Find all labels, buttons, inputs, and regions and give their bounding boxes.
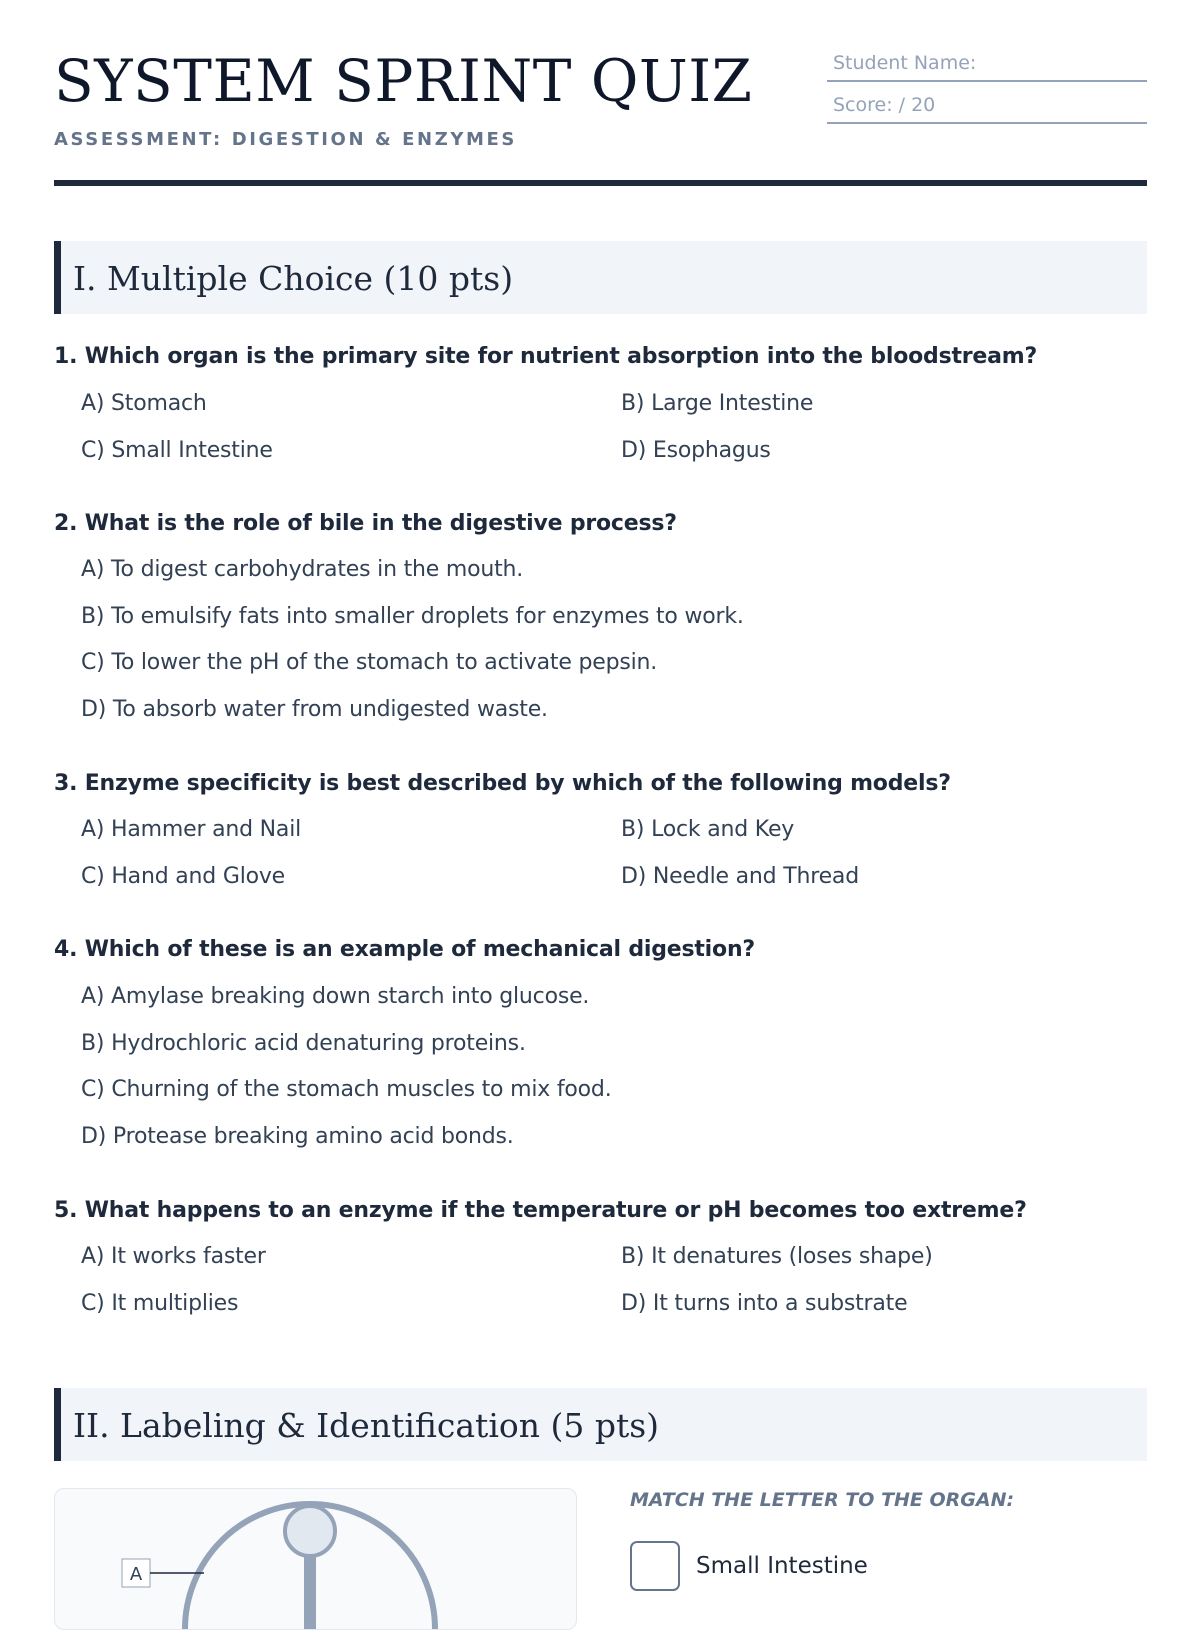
q2-option-d[interactable]: D) To absorb water from undigested waste.	[81, 697, 548, 722]
q5-option-b[interactable]: B) It denatures (loses shape)	[621, 1244, 933, 1269]
score-label: Score: / 20	[833, 94, 936, 116]
q5-option-c[interactable]: C) It multiplies	[81, 1291, 239, 1316]
q1-option-b[interactable]: B) Large Intestine	[621, 391, 814, 416]
quiz-page	[54, 0, 1147, 1585]
q3-option-d[interactable]: D) Needle and Thread	[621, 864, 859, 889]
organ-label-small-intestine: Small Intestine	[696, 1553, 868, 1579]
q3-option-a[interactable]: A) Hammer and Nail	[81, 817, 302, 842]
student-name-label: Student Name:	[833, 52, 977, 74]
q2-option-a[interactable]: A) To digest carbohydrates in the mouth.	[81, 557, 524, 582]
q2-option-c[interactable]: C) To lower the pH of the stomach to activate pepsin.	[81, 650, 658, 675]
question-5: 5. What happens to an enzyme if the temperature or pH becomes too extreme?	[54, 1198, 1027, 1223]
q1-option-c[interactable]: C) Small Intestine	[81, 438, 273, 463]
q4-option-a[interactable]: A) Amylase breaking down starch into glucose.	[81, 984, 590, 1009]
q5-option-d[interactable]: D) It turns into a substrate	[621, 1291, 908, 1316]
q2-option-b[interactable]: B) To emulsify fats into smaller droplets for enzymes to work.	[81, 604, 744, 629]
mouth-node	[285, 1506, 335, 1556]
q4-option-b[interactable]: B) Hydrochloric acid denaturing proteins.	[81, 1031, 526, 1056]
label-a: A	[129, 1564, 143, 1585]
question-3: 3. Enzyme specificity is best described by which of the following models?	[54, 771, 951, 796]
digestive-diagram	[54, 1488, 577, 1630]
q4-option-c[interactable]: C) Churning of the stomach muscles to mix food.	[81, 1077, 612, 1102]
q1-option-a[interactable]: A) Stomach	[81, 391, 207, 416]
q3-option-b[interactable]: B) Lock and Key	[621, 817, 795, 842]
section-title: I. Multiple Choice (10 pts)	[73, 259, 514, 298]
question-4: 4. Which of these is an example of mechanical digestion?	[54, 937, 755, 962]
quiz-subtitle: ASSESSMENT: DIGESTION & ENZYMES	[54, 129, 517, 150]
student-name-field[interactable]	[827, 50, 1147, 82]
match-heading: MATCH THE LETTER TO THE ORGAN:	[630, 1489, 1015, 1511]
q5-option-a[interactable]: A) It works faster	[81, 1244, 266, 1269]
score-field[interactable]	[827, 92, 1147, 124]
section-title: II. Labeling & Identification (5 pts)	[73, 1406, 660, 1445]
q3-option-c[interactable]: C) Hand and Glove	[81, 864, 286, 889]
question-1: 1. Which organ is the primary site for nutrient absorption into the bloodstream?	[54, 344, 1038, 369]
header-divider	[54, 180, 1147, 186]
q4-option-d[interactable]: D) Protease breaking amino acid bonds.	[81, 1124, 514, 1149]
section-heading-multiple-choice	[54, 241, 1147, 314]
answer-box[interactable]	[630, 1541, 680, 1591]
question-2: 2. What is the role of bile in the digestive process?	[54, 511, 677, 536]
q1-option-d[interactable]: D) Esophagus	[621, 438, 771, 463]
quiz-header	[54, 0, 1147, 188]
section-heading-labeling	[54, 1388, 1147, 1461]
quiz-title: SYSTEM SPRINT QUIZ	[54, 47, 753, 115]
diagram-drawing	[55, 1489, 576, 1629]
